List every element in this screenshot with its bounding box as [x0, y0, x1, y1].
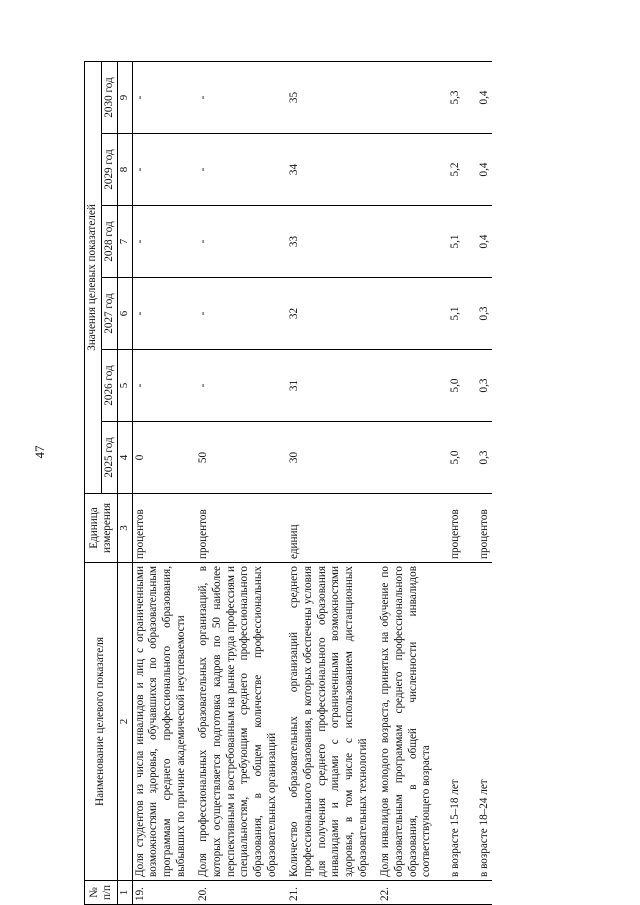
value-cell: 50	[189, 422, 280, 494]
column-number: 9	[118, 61, 132, 133]
column-number: 6	[118, 278, 132, 350]
value-cell: 0,4	[464, 134, 493, 206]
column-number-row	[118, 61, 132, 904]
value-cell: 5,2	[435, 134, 464, 206]
indicator-name: Доля профессиональных образовательных организаций, в которых осуществляется подготовка кадров по 50 наиболее перспективным и востребованным на рынке труда профессиям и специальностям, требующим среднего профессионального образования, в общем количестве профессиональных образовательных организаций	[189, 563, 280, 881]
value-cell: 32	[280, 278, 371, 350]
value-cell: -	[189, 278, 280, 350]
header-values: Значения целевых показателей	[85, 61, 102, 493]
value-cell	[371, 61, 435, 133]
column-number: 5	[118, 350, 132, 422]
table-row	[371, 61, 435, 904]
value-cell: 0,4	[464, 61, 493, 133]
table-subrow	[464, 61, 493, 904]
rotated-table-wrapper	[84, 62, 636, 905]
value-cell: 5,3	[435, 61, 464, 133]
header-num: № п/п	[85, 881, 118, 905]
value-cell	[371, 206, 435, 278]
row-number	[435, 881, 464, 905]
value-cell: 5,0	[435, 422, 464, 494]
table-row	[132, 61, 189, 904]
value-cell	[371, 422, 435, 494]
value-cell: 0	[132, 422, 189, 494]
page-number: 47	[32, 445, 47, 459]
header-row-1	[85, 61, 102, 904]
row-number: 21.	[280, 881, 371, 905]
column-number: 8	[118, 134, 132, 206]
value-cell: -	[132, 206, 189, 278]
column-number: 1	[118, 881, 132, 905]
value-cell: 5,1	[435, 206, 464, 278]
header-year: 2029 год	[101, 134, 118, 206]
row-number	[464, 881, 493, 905]
indicator-name: в возрасте 18–24 лет	[464, 563, 493, 881]
value-cell: 0,3	[464, 278, 493, 350]
value-cell: 34	[280, 134, 371, 206]
row-number: 19.	[132, 881, 189, 905]
header-year: 2026 год	[101, 350, 118, 422]
value-cell: 35	[280, 61, 371, 133]
value-cell: 31	[280, 350, 371, 422]
header-year: 2030 год	[101, 61, 118, 133]
header-unit: Единица измерения	[85, 494, 118, 563]
value-cell: -	[132, 278, 189, 350]
value-cell	[371, 278, 435, 350]
table-subrow	[435, 61, 464, 904]
header-name: Наименование целевого показателя	[85, 563, 118, 881]
indicator-name: в возрасте 15–18 лет	[435, 563, 464, 881]
indicator-name: Доля студентов из числа инвалидов и лиц с ограниченными возможностями здоровья, обучавшихся по образовательным программам среднего профессионального образования, выбывших по причине академической неуспеваемости	[132, 563, 189, 881]
value-cell: 0,4	[464, 206, 493, 278]
header-year: 2028 год	[101, 206, 118, 278]
value-cell: 5,1	[435, 278, 464, 350]
value-cell: -	[132, 61, 189, 133]
column-number: 2	[118, 563, 132, 881]
column-number: 4	[118, 422, 132, 494]
unit-cell: процентов	[189, 494, 280, 563]
table-row	[280, 61, 371, 904]
unit-cell: единиц	[280, 494, 371, 563]
indicator-name: Количество образовательных организаций среднего профессионального образования, в которых обеспечены условия для получения среднего профессионального образования инвалидами и лицами с ограниченными возможностями здоровья, в том числе с использованием дистанционных образовательных технологий	[280, 563, 371, 881]
value-cell: -	[189, 206, 280, 278]
value-cell: 0,3	[464, 422, 493, 494]
unit-cell: процентов	[435, 494, 464, 563]
value-cell: -	[189, 134, 280, 206]
value-cell: -	[189, 350, 280, 422]
value-cell: 5,0	[435, 350, 464, 422]
value-cell: 0,3	[464, 350, 493, 422]
row-number: 22.	[371, 881, 435, 905]
unit-cell	[371, 494, 435, 563]
table-row	[189, 61, 280, 904]
value-cell: 30	[280, 422, 371, 494]
indicators-table	[84, 61, 492, 905]
column-number: 7	[118, 206, 132, 278]
unit-cell: процентов	[132, 494, 189, 563]
value-cell: -	[132, 134, 189, 206]
value-cell	[371, 134, 435, 206]
value-cell: -	[132, 350, 189, 422]
row-number: 20.	[189, 881, 280, 905]
header-year: 2027 год	[101, 278, 118, 350]
header-year: 2025 год	[101, 422, 118, 494]
unit-cell: процентов	[464, 494, 493, 563]
value-cell: 33	[280, 206, 371, 278]
value-cell	[371, 350, 435, 422]
value-cell: -	[189, 61, 280, 133]
column-number: 3	[118, 494, 132, 563]
indicator-name: Доля инвалидов молодого возраста, принятых на обучение по образовательным программам среднего профессионального образования, в общей численности инвалидов соответствующего возраста	[371, 563, 435, 881]
